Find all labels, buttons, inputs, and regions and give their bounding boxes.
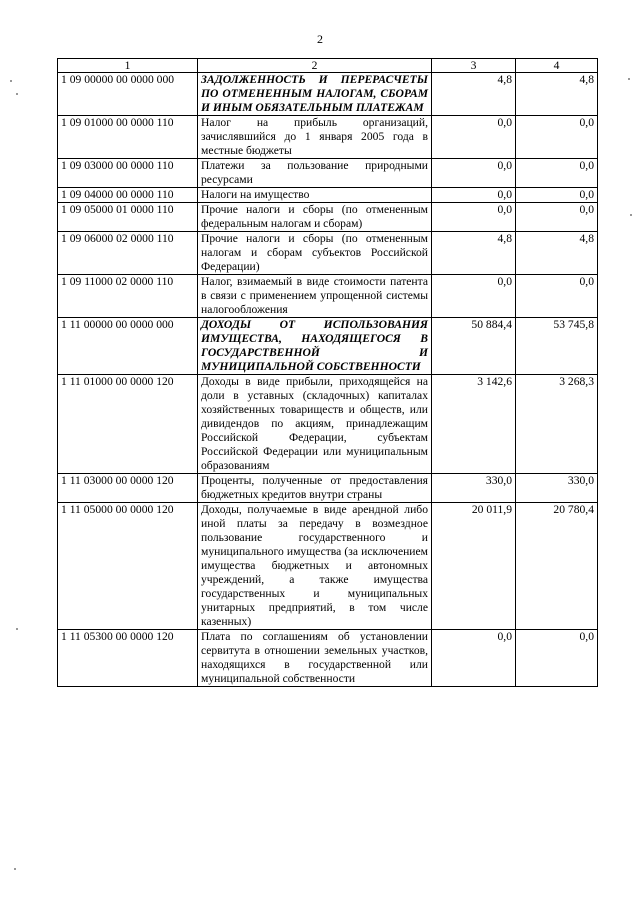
column-header-year1: 3 — [432, 59, 516, 73]
row-value-year1: 0,0 — [432, 630, 516, 687]
row-value-year1: 3 142,6 — [432, 375, 516, 474]
column-header-code: 1 — [58, 59, 198, 73]
row-name: Налог, взимаемый в виде стоимости патента в связи с применением упрощенной системы налогообложения — [198, 275, 432, 318]
row-code: 1 09 00000 00 0000 000 — [58, 73, 198, 116]
row-name: ДОХОДЫ ОТ ИСПОЛЬЗОВАНИЯ ИМУЩЕСТВА, НАХОДЯЩЕГОСЯ В ГОСУДАРСТВЕННОЙ И МУНИЦИПАЛЬНОЙ СОБСТВЕННОСТИ — [198, 318, 432, 375]
table-row — [58, 232, 598, 275]
row-value-year2: 3 268,3 — [516, 375, 598, 474]
row-name: Плата по соглашениям об установлении сервитута в отношении земельных участков, находящихся в государственной или муниципальной собственности — [198, 630, 432, 687]
row-code: 1 11 00000 00 0000 000 — [58, 318, 198, 375]
row-name: Налоги на имущество — [198, 188, 432, 203]
row-name: ЗАДОЛЖЕННОСТЬ И ПЕРЕРАСЧЕТЫ ПО ОТМЕНЕННЫМ НАЛОГАМ, СБОРАМ И ИНЫМ ОБЯЗАТЕЛЬНЫМ ПЛАТЕЖАМ — [198, 73, 432, 116]
row-name: Налог на прибыль организаций, зачислявшийся до 1 января 2005 года в местные бюджеты — [198, 116, 432, 159]
table-row — [58, 375, 598, 474]
row-value-year1: 50 884,4 — [432, 318, 516, 375]
row-value-year2: 0,0 — [516, 188, 598, 203]
row-value-year2: 0,0 — [516, 116, 598, 159]
scan-speck — [10, 80, 12, 82]
row-value-year1: 0,0 — [432, 116, 516, 159]
row-value-year2: 4,8 — [516, 73, 598, 116]
column-header-year2: 4 — [516, 59, 598, 73]
table-row — [58, 116, 598, 159]
scan-speck — [16, 628, 18, 630]
row-value-year1: 0,0 — [432, 203, 516, 232]
row-value-year2: 4,8 — [516, 232, 598, 275]
row-value-year2: 20 780,4 — [516, 503, 598, 630]
row-value-year2: 0,0 — [516, 159, 598, 188]
row-code: 1 11 01000 00 0000 120 — [58, 375, 198, 474]
row-code: 1 09 05000 01 0000 110 — [58, 203, 198, 232]
row-name: Платежи за пользование природными ресурсами — [198, 159, 432, 188]
row-name: Прочие налоги и сборы (по отмененным федеральным налогам и сборам) — [198, 203, 432, 232]
row-value-year1: 4,8 — [432, 73, 516, 116]
revenue-table — [57, 58, 598, 687]
scan-speck — [16, 93, 18, 95]
row-value-year2: 53 745,8 — [516, 318, 598, 375]
row-value-year2: 330,0 — [516, 474, 598, 503]
table-row — [58, 203, 598, 232]
table-row — [58, 275, 598, 318]
table-row — [58, 630, 598, 687]
row-code: 1 09 06000 02 0000 110 — [58, 232, 198, 275]
table-body — [58, 73, 598, 687]
row-value-year1: 20 011,9 — [432, 503, 516, 630]
row-value-year1: 0,0 — [432, 159, 516, 188]
row-value-year2: 0,0 — [516, 275, 598, 318]
row-value-year1: 0,0 — [432, 188, 516, 203]
row-name: Доходы, получаемые в виде арендной либо иной платы за передачу в возмездное пользование государственного и муниципального имущества (за исключением имущества бюджетных и автономных учреждений, а также имущества государственных и муниципальных унитарных предприятий, в том числе казенных) — [198, 503, 432, 630]
row-value-year1: 4,8 — [432, 232, 516, 275]
row-name: Проценты, полученные от предоставления бюджетных кредитов внутри страны — [198, 474, 432, 503]
row-name: Доходы в виде прибыли, приходящейся на доли в уставных (складочных) капиталах хозяйственных товариществ и обществ, или дивидендов по акциям, принадлежащим Российской Федерации, субъектам Российской Федерации или муниципальным образованиям — [198, 375, 432, 474]
header-row — [58, 59, 598, 73]
row-code: 1 09 04000 00 0000 110 — [58, 188, 198, 203]
row-code: 1 11 03000 00 0000 120 — [58, 474, 198, 503]
scan-speck — [630, 214, 632, 216]
row-value-year2: 0,0 — [516, 203, 598, 232]
table-row — [58, 188, 598, 203]
table-row — [58, 318, 598, 375]
scan-speck — [14, 868, 16, 870]
row-code: 1 09 11000 02 0000 110 — [58, 275, 198, 318]
row-value-year1: 0,0 — [432, 275, 516, 318]
row-value-year1: 330,0 — [432, 474, 516, 503]
column-header-name: 2 — [198, 59, 432, 73]
table-row — [58, 73, 598, 116]
row-value-year2: 0,0 — [516, 630, 598, 687]
row-name: Прочие налоги и сборы (по отмененным налогам и сборам субъектов Российской Федерации) — [198, 232, 432, 275]
row-code: 1 11 05000 00 0000 120 — [58, 503, 198, 630]
scan-speck — [628, 78, 630, 80]
page-number: 2 — [317, 32, 323, 46]
row-code: 1 11 05300 00 0000 120 — [58, 630, 198, 687]
row-code: 1 09 03000 00 0000 110 — [58, 159, 198, 188]
table-row — [58, 159, 598, 188]
row-code: 1 09 01000 00 0000 110 — [58, 116, 198, 159]
table-row — [58, 474, 598, 503]
table-row — [58, 503, 598, 630]
